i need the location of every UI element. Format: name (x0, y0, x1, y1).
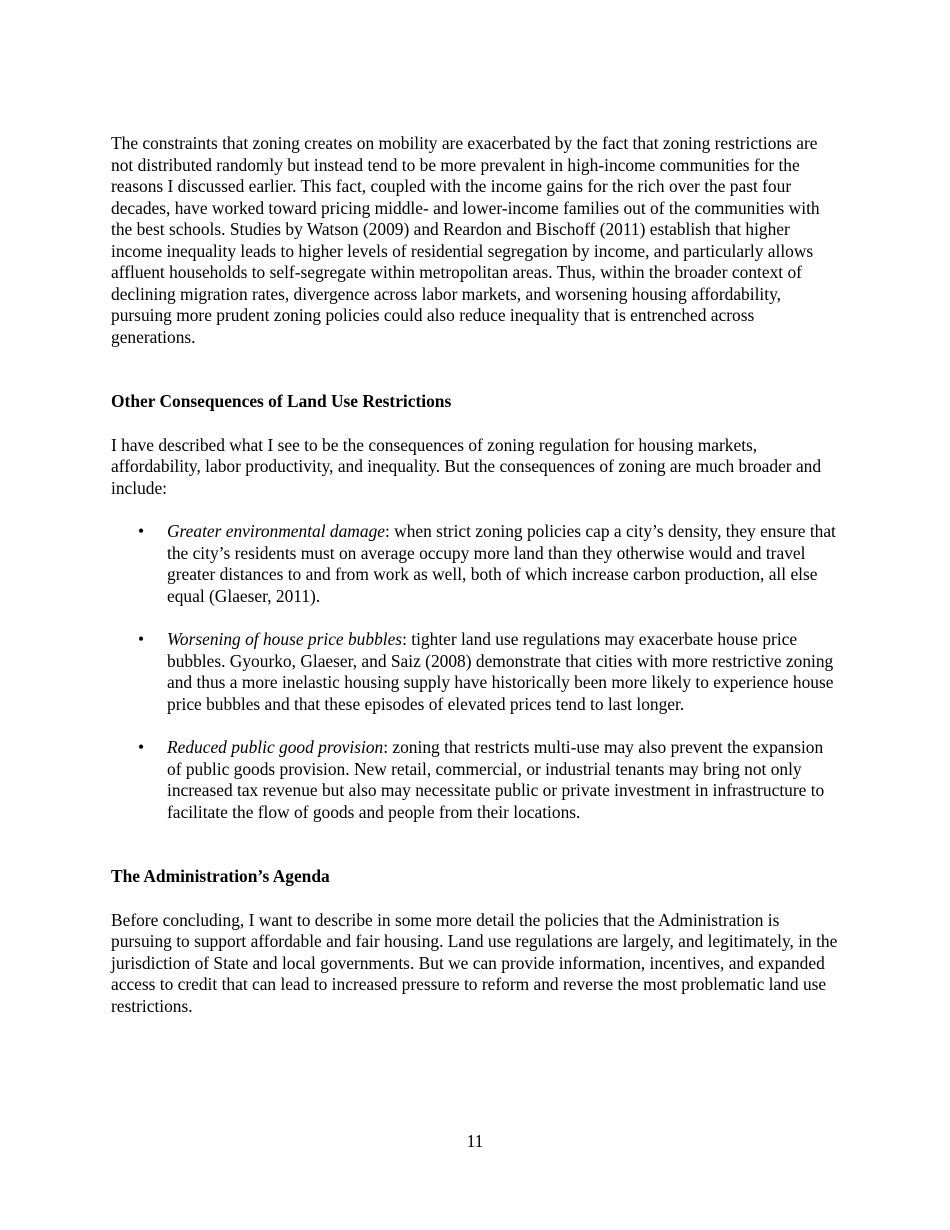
bullet-icon: • (138, 521, 145, 541)
bullet-term: Worsening of house price bubbles (167, 629, 403, 649)
section-paragraph-administration-agenda: Before concluding, I want to describe in some more detail the policies that the Administration is pursuing to support affordable and fair housing. Land use regulations are largely, and legitimately, in the jurisdiction of State and local governments. But we can provide information, incentives, and expanded access to credit that can lead to increased pressure to reform and reverse the most problematic land use restrictions. (111, 909, 838, 1016)
bullet-text: : when strict zoning policies cap a city’s density, they ensure that the city’s residents must on average occupy more land than they otherwise would and travel greater distances to and from work as well, both of which increase carbon production, all else equal (Glaeser, 2011). (167, 521, 836, 606)
bullet-item-house-price-bubbles (111, 629, 841, 715)
page-number: 11 (466, 1131, 484, 1151)
bullet-item-environmental-damage (111, 521, 841, 607)
section-heading-administration-agenda: The Administration’s Agenda (111, 866, 330, 886)
intro-paragraph: The constraints that zoning creates on mobility are exacerbated by the fact that zoning restrictions are not distributed randomly but instead tend to be more prevalent in high-income communities for the reasons I discussed earlier. This fact, coupled with the income gains for the rich over the past four decades, have worked toward pricing middle- and lower-income families out of the communities with the best schools. Studies by Watson (2009) and Reardon and Bischoff (2011) establish that higher income inequality leads to higher levels of residential segregation by income, and particularly allows affluent households to self-segregate within metropolitan areas. Thus, within the broader context of declining migration rates, divergence across labor markets, and worsening housing affordability, pursuing more prudent zoning policies could also reduce inequality that is entrenched across generations. (111, 133, 820, 347)
bullet-icon: • (138, 629, 145, 649)
spacer (111, 348, 841, 391)
consequences-bullet-list (111, 521, 841, 823)
bullet-text: : zoning that restricts multi-use may also prevent the expansion of public goods provision. New retail, commercial, or industrial tenants may bring not only increased tax revenue but also may necessitate public or private investment in infrastructure to facilitate the flow of goods and people from their locations. (167, 737, 825, 822)
spacer (111, 823, 841, 866)
bullet-term: Reduced public good provision (167, 737, 384, 757)
spacer (111, 888, 841, 910)
bullet-item-public-good-provision (111, 737, 841, 823)
spacer (111, 499, 841, 521)
section-paragraph-other-consequences: I have described what I see to be the consequences of zoning regulation for housing markets, affordability, labor productivity, and inequality. But the consequences of zoning are much broader and include: (111, 434, 822, 498)
section-heading-other-consequences: Other Consequences of Land Use Restrictions (111, 391, 452, 411)
bullet-term: Greater environmental damage (167, 521, 385, 541)
spacer (111, 413, 841, 435)
bullet-icon: • (138, 737, 145, 757)
document-page (111, 133, 841, 1017)
bullet-text: : tighter land use regulations may exacerbate house price bubbles. Gyourko, Glaeser, and Saiz (2008) demonstrate that cities with more restrictive zoning and thus a more inelastic housing supply have historically been more likely to experience house price bubbles and that these episodes of elevated prices tend to last longer. (167, 629, 834, 714)
